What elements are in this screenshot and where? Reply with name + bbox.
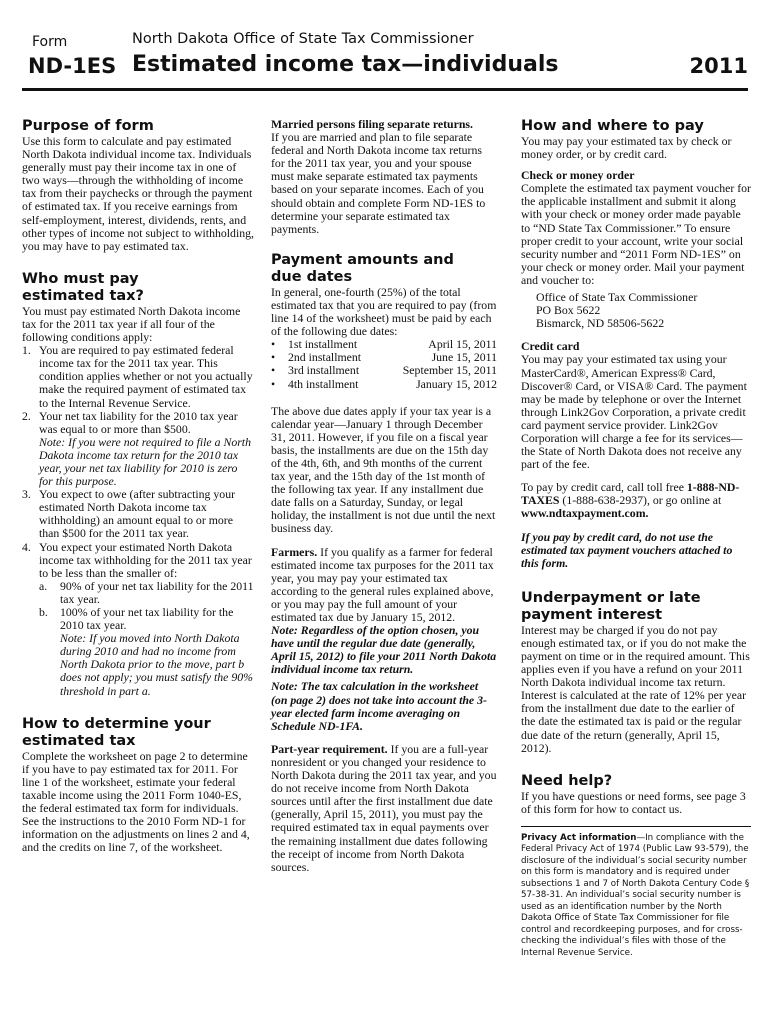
bullet: •	[271, 350, 276, 365]
form-year: 2011	[689, 54, 748, 78]
condition-4-num: 4.	[22, 539, 31, 554]
address-line-3: Bismarck, ND 58506-5622	[536, 316, 665, 331]
payment-heading-line2: due dates	[271, 268, 353, 285]
determine-heading-line1: How to determine your	[22, 715, 211, 732]
check-heading: Check or money order	[521, 168, 635, 183]
condition-4a-text: 90% of your net tax liability for the 2011 tax year.	[60, 578, 254, 606]
who-heading-line1: Who must pay	[22, 270, 139, 287]
bullet: •	[271, 363, 276, 378]
card-note: If you pay by credit card, do not use the estimated tax payment vouchers attached to this form.	[521, 529, 733, 570]
agency-name: North Dakota Office of State Tax Commissioner	[132, 31, 474, 47]
who-must-pay-heading	[22, 271, 254, 305]
payment-body: The above due dates apply if your tax year is a calendar year—January 1 through December 31, 2011. However, if you file on a fiscal year basis, the installments are due on the 15th day of the 4th, 6th, and 9th months of the current tax year, and the 15th day of the 1st month of the following tax year. If any installment due date falls on a Saturday, Sunday, or legal holiday, the installment is not due until the next business day.	[271, 403, 496, 536]
card-phone-alt: (1-888-638-2937), or go online at	[559, 493, 722, 508]
need-help-heading: Need help?	[521, 772, 613, 789]
bullet: •	[271, 337, 276, 352]
determine-heading-line2: estimated tax	[22, 732, 136, 749]
installment-date: April 15, 2011	[428, 337, 497, 352]
how-to-determine-heading	[22, 716, 254, 750]
condition-4b-text: 100% of your net tax liability for the 2010 tax year.	[60, 605, 234, 633]
installment-date: January 15, 2012	[416, 376, 497, 391]
farmers-note-2: Note: The tax calculation in the worksheet (on page 2) does not take into account the 3-year elected farm income averaging on Schedule ND-1FA.	[271, 679, 487, 733]
privacy-notice	[521, 826, 751, 960]
farmers-lead: Farmers.	[271, 544, 318, 559]
card-body: You may pay your estimated tax using your MasterCard®, American Express® Card, Discover® Card, or VISA® Card. The payment may be made by telephone or over the Internet through Link2Gov Corporation, a private credit card payment service provider. Link2Gov Corporation will charge a fee for its services—the State of North Dakota does not receive any part of the fee.	[521, 352, 747, 472]
underpayment-heading-line1: Underpayment or late	[521, 589, 701, 606]
address-line-2: PO Box 5622	[536, 303, 601, 318]
condition-2	[22, 410, 254, 489]
check-body: Complete the estimated tax payment voucher for the applicable installment and submit it along with your check or money order made payable to “ND State Tax Commissioner.” To ensure proper credit to your account, write your social security number and “2011 Form ND-1ES” on your check or money order. Mail your payment and voucher to:	[521, 181, 751, 287]
married-body: If you are married and plan to file separate federal and North Dakota income tax returns for the 2011 tax year, you and your spouse must make separate estimated tax payments based on your separate incomes. Each of you should obtain and complete Form ND-1ES to determine your separate estimated tax payments.	[271, 130, 486, 236]
installment-date: June 15, 2011	[431, 350, 497, 365]
married-section	[271, 118, 497, 236]
installment-row	[271, 364, 497, 377]
how-to-determine-body: Complete the worksheet on page 2 to determine if you have to pay estimated tax for 2011. For line 1 of the worksheet, estimate your federal taxable income using the 2011 Form 1040-ES, the federal estimated tax form for individuals. See the instructions to the 2010 Form ND-1 for information on the adjustments on lines 2 and 4, and the credits on line 7, of the worksheet.	[22, 748, 250, 855]
farmers-body: If you qualify as a farmer for federal estimated income tax purposes for the 2011 tax year, you may pay your estimated tax according to the general rules explained above, or you may pay the full amount of your estimated tax due by January 15, 2012.	[271, 544, 494, 624]
form-title: Estimated income tax—individuals	[132, 52, 559, 77]
who-heading-line2: estimated tax?	[22, 287, 144, 304]
column-left	[22, 118, 254, 854]
part-year-lead: Part-year requirement.	[271, 741, 388, 756]
installment-row	[271, 378, 497, 391]
column-middle	[271, 118, 497, 874]
payment-heading	[271, 252, 497, 286]
who-intro: You must pay estimated North Dakota income tax for the 2011 tax year if all four of the following conditions apply:	[22, 303, 241, 345]
condition-4-text: You expect your estimated North Dakota income tax withholding for the 2011 tax year to be less than the smaller of:	[39, 539, 252, 580]
installment-label: 1st installment	[288, 337, 358, 352]
installment-label: 3rd installment	[288, 363, 360, 378]
payment-intro: In general, one-fourth (25%) of the total estimated tax that you are required to pay (from line 14 of the worksheet) must be paid by each of the following due dates:	[271, 284, 497, 339]
payment-heading-line1: Payment amounts and	[271, 251, 454, 268]
condition-4a	[39, 580, 254, 606]
condition-3-text: You expect to owe (after subtracting your estimated North Dakota income tax withholding) an amount equal to or more than $500 for the 2011 tax year.	[39, 487, 236, 541]
condition-1-text: You are required to pay estimated federal income tax for the 2011 tax year. This condition applies whether or not you actually make the required payment of estimated tax to the Internal Revenue Service.	[39, 343, 253, 410]
installment-date: September 15, 2011	[402, 363, 497, 378]
condition-4b	[39, 606, 254, 632]
farmers-note-1: Note: Regardless of the option chosen, you have until the regular due date (generally, April 15, 2012) to file your 2011 North Dakota individual income tax return.	[271, 623, 497, 677]
part-year-body: If you are a full-year nonresident or you changed your residence to North Dakota during the 2011 tax year, and you do not receive income from North Dakota sources until after the first installment due date (generally, April 15, 2011), you must pay the required estimated tax in equal payments over the remaining installment due dates following the receipt of income from North Dakota sources.	[271, 741, 497, 874]
address-line-1: Office of State Tax Commissioner	[536, 290, 698, 305]
bullet: •	[271, 376, 276, 391]
condition-4-note: Note: If you moved into North Dakota during 2010 and had no income from North Dakota prior to the move, part b does not apply; you must satisfy the 90% threshold in part a.	[60, 631, 253, 698]
underpayment-heading-line2: payment interest	[521, 606, 663, 623]
condition-2-note: Note: If you were not required to file a North Dakota income tax return for the 2010 tax year, your net tax liability for 2010 is zero for this purpose.	[39, 434, 251, 489]
condition-4b-num: b.	[39, 605, 48, 619]
underpayment-heading	[521, 590, 751, 624]
married-lead: Married persons filing separate returns.	[271, 117, 473, 131]
conditions-list	[22, 344, 254, 698]
condition-4	[22, 541, 254, 698]
condition-1-num: 1.	[22, 343, 31, 358]
form-number: ND-1ES	[28, 54, 117, 78]
installment-label: 4th installment	[288, 376, 359, 391]
condition-3-num: 3.	[22, 487, 31, 502]
card-heading: Credit card	[521, 339, 580, 354]
privacy-lead: Privacy Act information	[521, 832, 637, 843]
underpayment-body: Interest may be charged if you do not pay enough estimated tax, or if you do not make the payment on time or in the required amount. This applies even if you have a refund on your 2011 North Dakota individual income tax return. Interest is calculated at the rate of 12% per year from the installment due date to the earlier of the date the estimated tax is paid or the regular due date of the return (generally, April 15, 2012).	[521, 622, 750, 755]
how-to-pay-intro: You may pay your estimated tax by check or money order, or by credit card.	[521, 134, 732, 162]
condition-4a-num: a.	[39, 578, 48, 593]
mailing-address	[521, 291, 751, 330]
card-call	[521, 481, 751, 520]
need-help-body: If you have questions or need forms, see page 3 of this form for how to contact us.	[521, 788, 746, 816]
condition-2-num: 2.	[22, 408, 31, 423]
purpose-heading: Purpose of form	[22, 118, 154, 134]
card-call-text: To pay by credit card, call toll free	[521, 480, 687, 495]
part-year-section	[271, 743, 497, 874]
column-right	[521, 118, 751, 959]
farmers-section	[271, 546, 497, 625]
installment-list	[271, 338, 497, 390]
form-label: Form	[32, 34, 68, 50]
card-url-link[interactable]: www.ndtaxpayment.com.	[521, 506, 649, 521]
privacy-text	[521, 833, 751, 960]
installment-label: 2nd installment	[288, 350, 362, 365]
privacy-body: —In compliance with the Federal Privacy Act of 1974 (Public Law 93-579), the disclosure of the individual’s social security number on this form is mandatory and is required under subsections 1 and 7 of North Dakota Century Code § 57-38-31. An individual’s social security number is used as an identification number by the North Dakota Office of State Tax Commissioner for file control and recordkeeping purposes, and for cross-checking the individual’s files with those of the Internal Revenue Service.	[521, 832, 750, 958]
condition-1	[22, 344, 254, 409]
how-to-pay-heading: How and where to pay	[521, 118, 704, 134]
header-rule	[22, 88, 748, 91]
card-phone: 1-888-ND-TAXES	[521, 480, 740, 508]
condition-3	[22, 488, 254, 540]
condition-2-text: Your net tax liability for the 2010 tax year was equal to or more than $500.	[39, 408, 238, 436]
purpose-body: Use this form to calculate and pay estimated North Dakota individual income tax. Individuals generally must pay their income tax in one of two ways—through the withholding of income tax from their paychecks or through the payment of estimated tax. If you receive earnings from self-employment, interest, dividends, rents, and other types of income not subject to withholding, you may have to pay estimated tax.	[22, 134, 254, 253]
